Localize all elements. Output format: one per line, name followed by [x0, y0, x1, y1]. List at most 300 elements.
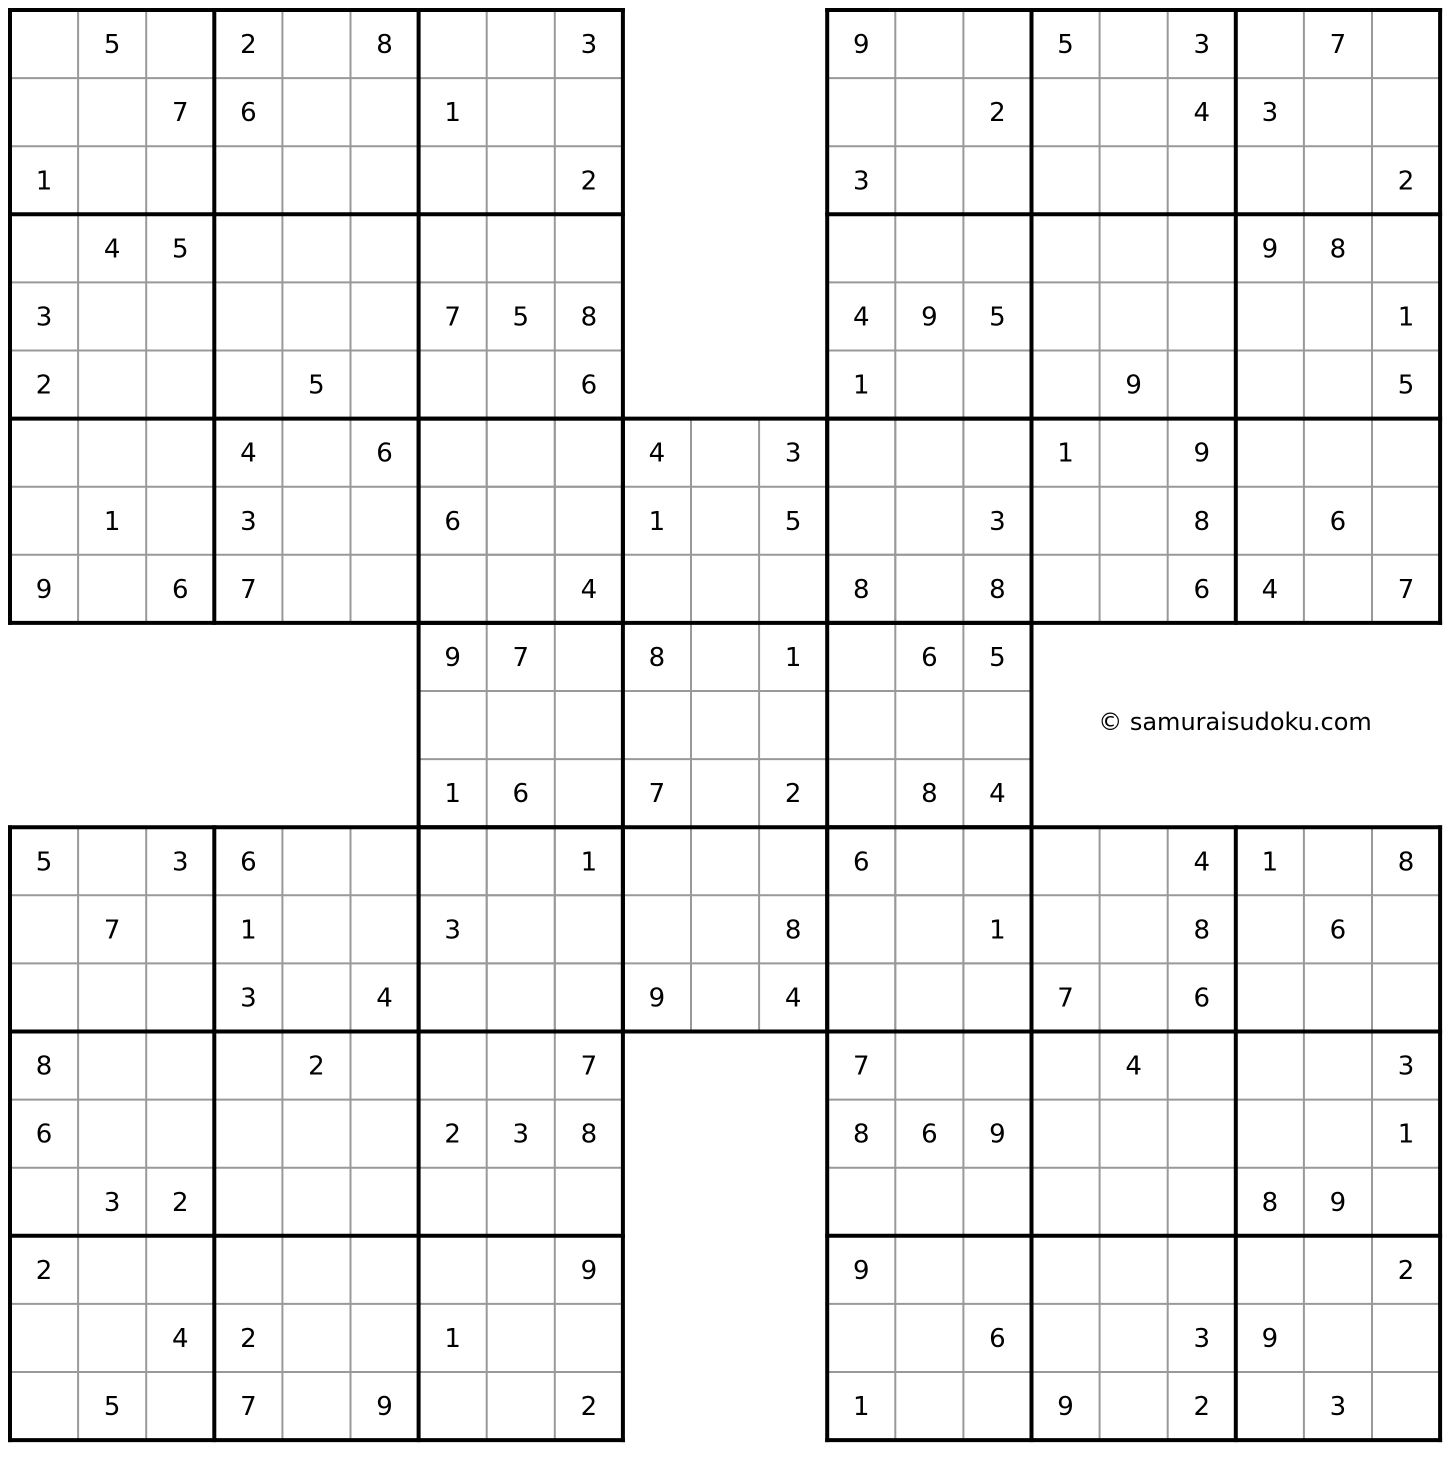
sudoku-cell[interactable] [827, 1168, 895, 1236]
sudoku-cell[interactable] [351, 1100, 419, 1168]
sudoku-cell[interactable] [1372, 1372, 1440, 1440]
sudoku-cell[interactable] [78, 1304, 146, 1372]
sudoku-cell[interactable] [78, 351, 146, 419]
sudoku-cell[interactable] [759, 555, 827, 623]
sudoku-cell[interactable] [691, 759, 759, 827]
sudoku-cell[interactable] [419, 214, 487, 282]
given-digit: 9 [989, 1119, 1006, 1150]
sudoku-cell[interactable] [282, 1168, 350, 1236]
sudoku-cell[interactable] [351, 146, 419, 214]
sudoku-cell[interactable] [351, 555, 419, 623]
sudoku-cell[interactable] [146, 10, 214, 78]
given-digit: 8 [852, 574, 870, 605]
sudoku-cell[interactable] [282, 78, 350, 146]
sudoku-cell[interactable] [351, 214, 419, 282]
sudoku-cell[interactable] [1236, 10, 1304, 78]
sudoku-cell[interactable] [895, 146, 963, 214]
sudoku-cell[interactable] [146, 1372, 214, 1440]
sudoku-cell[interactable] [419, 691, 487, 759]
sudoku-cell[interactable] [1372, 1304, 1440, 1372]
sudoku-cell[interactable] [827, 1304, 895, 1372]
sudoku-cell[interactable] [10, 487, 78, 555]
sudoku-cell[interactable] [827, 419, 895, 487]
sudoku-cell[interactable] [10, 419, 78, 487]
sudoku-cell[interactable] [895, 214, 963, 282]
given-digit: 6 [1329, 915, 1347, 946]
sudoku-cell[interactable] [1032, 351, 1100, 419]
sudoku-cell[interactable] [282, 1372, 350, 1440]
sudoku-cell[interactable] [419, 1168, 487, 1236]
sudoku-cell[interactable] [282, 146, 350, 214]
given-digit: 2 [580, 1392, 598, 1423]
sudoku-cell[interactable] [419, 1372, 487, 1440]
sudoku-cell[interactable] [555, 759, 623, 827]
sudoku-cell[interactable] [827, 214, 895, 282]
sudoku-cell[interactable] [10, 10, 78, 78]
sudoku-cell[interactable] [487, 963, 555, 1031]
given-digit: 9 [1329, 1187, 1347, 1218]
sudoku-cell[interactable] [895, 555, 963, 623]
sudoku-cell[interactable] [282, 963, 350, 1031]
sudoku-cell[interactable] [1032, 1100, 1100, 1168]
sudoku-cell[interactable] [963, 351, 1031, 419]
given-digit: 6 [852, 847, 870, 878]
given-digit: 2 [171, 1187, 189, 1218]
given-digit: 7 [240, 574, 257, 605]
given-digit: 8 [648, 642, 666, 673]
sudoku-cell[interactable] [1304, 1100, 1372, 1168]
sudoku-cell[interactable] [1032, 1032, 1100, 1100]
sudoku-cell[interactable] [419, 963, 487, 1031]
sudoku-cell[interactable] [1100, 1304, 1168, 1372]
given-digit: 8 [852, 1119, 870, 1150]
sudoku-cell[interactable] [1236, 1372, 1304, 1440]
given-digit: 3 [1193, 1323, 1211, 1354]
sudoku-cell[interactable] [146, 963, 214, 1031]
sudoku-cell[interactable] [895, 827, 963, 895]
sudoku-cell[interactable] [895, 1236, 963, 1304]
sudoku-cell[interactable] [282, 827, 350, 895]
sudoku-cell[interactable] [1168, 214, 1236, 282]
sudoku-cell[interactable] [1032, 214, 1100, 282]
sudoku-cell[interactable] [555, 1168, 623, 1236]
sudoku-cell[interactable] [282, 10, 350, 78]
sudoku-cell[interactable] [487, 827, 555, 895]
sudoku-cell[interactable] [895, 963, 963, 1031]
sudoku-cell[interactable] [78, 78, 146, 146]
sudoku-cell[interactable] [895, 351, 963, 419]
sudoku-cell[interactable] [895, 487, 963, 555]
sudoku-cell[interactable] [10, 1372, 78, 1440]
sudoku-cell[interactable] [351, 1032, 419, 1100]
sudoku-cell[interactable] [419, 1236, 487, 1304]
sudoku-cell[interactable] [1372, 10, 1440, 78]
sudoku-cell[interactable] [487, 78, 555, 146]
given-digit: 4 [1193, 98, 1211, 129]
sudoku-cell[interactable] [78, 146, 146, 214]
sudoku-cell[interactable] [78, 1236, 146, 1304]
sudoku-cell[interactable] [351, 487, 419, 555]
sudoku-cell[interactable] [282, 487, 350, 555]
sudoku-cell[interactable] [78, 1032, 146, 1100]
sudoku-cell[interactable] [487, 214, 555, 282]
sudoku-cell[interactable] [1236, 1236, 1304, 1304]
sudoku-cell[interactable] [214, 1236, 282, 1304]
sudoku-cell[interactable] [555, 895, 623, 963]
given-digit: 6 [444, 506, 461, 537]
sudoku-cell[interactable] [351, 78, 419, 146]
sudoku-cell[interactable] [691, 827, 759, 895]
sudoku-cell[interactable] [963, 963, 1031, 1031]
sudoku-cell[interactable] [827, 691, 895, 759]
sudoku-cell[interactable] [1100, 555, 1168, 623]
sudoku-cell[interactable] [1236, 963, 1304, 1031]
sudoku-cell[interactable] [419, 419, 487, 487]
given-digit: 8 [35, 1051, 53, 1082]
sudoku-cell[interactable] [351, 827, 419, 895]
sudoku-cell[interactable] [1032, 555, 1100, 623]
given-digit: 4 [852, 302, 870, 333]
sudoku-cell[interactable] [555, 419, 623, 487]
sudoku-cell[interactable] [1100, 1372, 1168, 1440]
sudoku-cell[interactable] [214, 1032, 282, 1100]
given-digit: 7 [512, 642, 530, 673]
given-digit: 9 [444, 642, 461, 673]
sudoku-cell[interactable] [282, 1236, 350, 1304]
sudoku-cell[interactable] [1100, 895, 1168, 963]
given-digit: 1 [852, 1392, 870, 1423]
sudoku-cell[interactable] [351, 1236, 419, 1304]
sudoku-cell[interactable] [1100, 78, 1168, 146]
sudoku-cell[interactable] [1032, 282, 1100, 350]
sudoku-cell[interactable] [1168, 1100, 1236, 1168]
sudoku-cell[interactable] [487, 555, 555, 623]
sudoku-cell[interactable] [895, 10, 963, 78]
sudoku-cell[interactable] [1032, 1236, 1100, 1304]
sudoku-cell[interactable] [1168, 146, 1236, 214]
sudoku-cell[interactable] [146, 895, 214, 963]
sudoku-cell[interactable] [1168, 282, 1236, 350]
sudoku-cell[interactable] [1304, 282, 1372, 350]
given-digit: 4 [103, 234, 121, 265]
sudoku-cell[interactable] [895, 1372, 963, 1440]
sudoku-cell[interactable] [487, 1304, 555, 1372]
sudoku-cell[interactable] [895, 895, 963, 963]
sudoku-cell[interactable] [1032, 1304, 1100, 1372]
sudoku-cell[interactable] [78, 1100, 146, 1168]
sudoku-cell[interactable] [1032, 1168, 1100, 1236]
given-digit: 3 [1397, 1051, 1415, 1082]
given-digit: 2 [1397, 166, 1415, 197]
sudoku-cell[interactable] [1168, 351, 1236, 419]
sudoku-cell[interactable] [827, 759, 895, 827]
sudoku-cell[interactable] [691, 691, 759, 759]
given-digit: 4 [240, 438, 257, 469]
sudoku-cell[interactable] [895, 1032, 963, 1100]
sudoku-cell[interactable] [895, 1168, 963, 1236]
sudoku-cell[interactable] [1304, 351, 1372, 419]
sudoku-cell[interactable] [146, 419, 214, 487]
sudoku-cell[interactable] [146, 487, 214, 555]
sudoku-cell[interactable] [487, 146, 555, 214]
sudoku-cell[interactable] [1372, 1168, 1440, 1236]
sudoku-cell[interactable] [146, 146, 214, 214]
sudoku-cell[interactable] [1372, 487, 1440, 555]
sudoku-cell[interactable] [1236, 895, 1304, 963]
sudoku-cell[interactable] [963, 1236, 1031, 1304]
sudoku-cell[interactable] [282, 1100, 350, 1168]
sudoku-cell[interactable] [78, 282, 146, 350]
given-digit: 7 [1057, 983, 1074, 1014]
given-digit: 5 [989, 642, 1006, 673]
sudoku-cell[interactable] [827, 963, 895, 1031]
sudoku-cell[interactable] [1032, 827, 1100, 895]
sudoku-cell[interactable] [1372, 419, 1440, 487]
sudoku-cell[interactable] [1032, 895, 1100, 963]
sudoku-cell[interactable] [1304, 419, 1372, 487]
sudoku-cell[interactable] [691, 623, 759, 691]
sudoku-cell[interactable] [487, 1168, 555, 1236]
given-digit: 7 [103, 915, 121, 946]
sudoku-cell[interactable] [282, 419, 350, 487]
sudoku-cell[interactable] [963, 10, 1031, 78]
given-digit: 1 [444, 1323, 461, 1354]
sudoku-cell[interactable] [419, 555, 487, 623]
sudoku-cell[interactable] [282, 895, 350, 963]
sudoku-cell[interactable] [146, 282, 214, 350]
sudoku-cell[interactable] [623, 827, 691, 895]
sudoku-cell[interactable] [1100, 1100, 1168, 1168]
sudoku-cell[interactable] [146, 1100, 214, 1168]
sudoku-cell[interactable] [1236, 1032, 1304, 1100]
sudoku-cell[interactable] [487, 419, 555, 487]
sudoku-cell[interactable] [1168, 1236, 1236, 1304]
sudoku-cell[interactable] [1372, 895, 1440, 963]
sudoku-cell[interactable] [1032, 146, 1100, 214]
given-digit: 1 [35, 166, 53, 197]
sudoku-cell[interactable] [1304, 827, 1372, 895]
sudoku-cell[interactable] [1372, 963, 1440, 1031]
given-digit: 9 [1057, 1392, 1074, 1423]
sudoku-cell[interactable] [282, 555, 350, 623]
sudoku-cell[interactable] [1236, 1100, 1304, 1168]
sudoku-cell[interactable] [1100, 282, 1168, 350]
sudoku-cell[interactable] [487, 487, 555, 555]
sudoku-cell[interactable] [555, 691, 623, 759]
given-digit: 3 [512, 1119, 530, 1150]
sudoku-cell[interactable] [282, 282, 350, 350]
sudoku-cell[interactable] [487, 1032, 555, 1100]
sudoku-cell[interactable] [555, 1304, 623, 1372]
given-digit: 1 [784, 642, 802, 673]
sudoku-cell[interactable] [1304, 555, 1372, 623]
sudoku-cell[interactable] [10, 214, 78, 282]
given-digit: 3 [240, 506, 257, 537]
sudoku-cell[interactable] [963, 691, 1031, 759]
sudoku-cell[interactable] [1236, 487, 1304, 555]
given-digit: 6 [1193, 574, 1211, 605]
sudoku-cell[interactable] [487, 351, 555, 419]
sudoku-cell[interactable] [1100, 214, 1168, 282]
sudoku-cell[interactable] [1372, 78, 1440, 146]
given-digit: 1 [1057, 438, 1074, 469]
sudoku-cell[interactable] [1032, 78, 1100, 146]
sudoku-cell[interactable] [10, 963, 78, 1031]
sudoku-cell[interactable] [1100, 827, 1168, 895]
sudoku-cell[interactable] [419, 827, 487, 895]
sudoku-cell[interactable] [623, 895, 691, 963]
sudoku-cell[interactable] [214, 1100, 282, 1168]
sudoku-cell[interactable] [1236, 282, 1304, 350]
sudoku-cell[interactable] [419, 1032, 487, 1100]
sudoku-cell[interactable] [1100, 1168, 1168, 1236]
sudoku-cell[interactable] [214, 1168, 282, 1236]
sudoku-cell[interactable] [10, 1304, 78, 1372]
given-digit: 2 [1397, 1255, 1415, 1286]
sudoku-cell[interactable] [146, 1032, 214, 1100]
sudoku-cell[interactable] [1372, 214, 1440, 282]
sudoku-cell[interactable] [1168, 1032, 1236, 1100]
sudoku-cell[interactable] [691, 555, 759, 623]
given-digit: 8 [1193, 915, 1211, 946]
sudoku-cell[interactable] [623, 691, 691, 759]
sudoku-cell[interactable] [419, 10, 487, 78]
sudoku-cell[interactable] [1100, 146, 1168, 214]
given-digit: 1 [1397, 1119, 1415, 1150]
sudoku-cell[interactable] [691, 895, 759, 963]
sudoku-cell[interactable] [419, 146, 487, 214]
sudoku-cell[interactable] [623, 555, 691, 623]
sudoku-cell[interactable] [963, 1032, 1031, 1100]
sudoku-cell[interactable] [1168, 1168, 1236, 1236]
sudoku-cell[interactable] [555, 623, 623, 691]
sudoku-cell[interactable] [351, 282, 419, 350]
sudoku-cell[interactable] [146, 351, 214, 419]
given-digit: 1 [989, 915, 1006, 946]
sudoku-cell[interactable] [895, 78, 963, 146]
sudoku-cell[interactable] [1100, 10, 1168, 78]
sudoku-cell[interactable] [1236, 146, 1304, 214]
sudoku-cell[interactable] [78, 555, 146, 623]
given-digit: 9 [376, 1392, 393, 1423]
sudoku-cell[interactable] [487, 1236, 555, 1304]
given-digit: 6 [921, 642, 938, 673]
sudoku-cell[interactable] [487, 10, 555, 78]
sudoku-cell[interactable] [419, 351, 487, 419]
sudoku-cell[interactable] [555, 78, 623, 146]
given-digit: 8 [921, 779, 938, 810]
sudoku-cell[interactable] [78, 827, 146, 895]
sudoku-cell[interactable] [963, 827, 1031, 895]
given-digit: 9 [921, 302, 938, 333]
given-digit: 6 [1193, 983, 1211, 1014]
sudoku-cell[interactable] [1236, 419, 1304, 487]
given-digit: 4 [376, 983, 393, 1014]
sudoku-cell[interactable] [214, 351, 282, 419]
sudoku-cell[interactable] [1304, 1032, 1372, 1100]
sudoku-cell[interactable] [1304, 1304, 1372, 1372]
sudoku-cell[interactable] [78, 419, 146, 487]
sudoku-cell[interactable] [146, 1236, 214, 1304]
sudoku-cell[interactable] [963, 1168, 1031, 1236]
sudoku-cell[interactable] [963, 214, 1031, 282]
given-digit: 6 [580, 370, 598, 401]
given-digit: 9 [852, 1255, 870, 1286]
sudoku-cell[interactable] [827, 895, 895, 963]
sudoku-cell[interactable] [487, 895, 555, 963]
given-digit: 1 [103, 506, 121, 537]
given-digit: 5 [989, 302, 1006, 333]
sudoku-cell[interactable] [1100, 963, 1168, 1031]
sudoku-cell[interactable] [10, 895, 78, 963]
given-digit: 1 [852, 370, 870, 401]
sudoku-cell[interactable] [827, 623, 895, 691]
sudoku-cell[interactable] [691, 963, 759, 1031]
sudoku-cell[interactable] [555, 487, 623, 555]
sudoku-cell[interactable] [282, 214, 350, 282]
sudoku-cell[interactable] [1236, 351, 1304, 419]
sudoku-cell[interactable] [214, 214, 282, 282]
sudoku-cell[interactable] [1304, 963, 1372, 1031]
sudoku-cell[interactable] [555, 214, 623, 282]
sudoku-cell[interactable] [351, 1304, 419, 1372]
given-digit: 6 [921, 1119, 938, 1150]
sudoku-cell[interactable] [487, 691, 555, 759]
sudoku-cell[interactable] [1304, 78, 1372, 146]
sudoku-cell[interactable] [895, 419, 963, 487]
sudoku-cell[interactable] [895, 691, 963, 759]
sudoku-cell[interactable] [214, 282, 282, 350]
sudoku-cell[interactable] [963, 1372, 1031, 1440]
sudoku-cell[interactable] [1304, 146, 1372, 214]
sudoku-cell[interactable] [282, 1304, 350, 1372]
sudoku-cell[interactable] [214, 146, 282, 214]
given-digit: 2 [444, 1119, 461, 1150]
given-digit: 8 [580, 302, 598, 333]
sudoku-cell[interactable] [10, 1168, 78, 1236]
sudoku-cell[interactable] [351, 895, 419, 963]
sudoku-cell[interactable] [1100, 487, 1168, 555]
given-digit: 4 [1261, 574, 1279, 605]
sudoku-cell[interactable] [691, 419, 759, 487]
given-digit: 4 [1193, 847, 1211, 878]
sudoku-cell[interactable] [78, 963, 146, 1031]
sudoku-cell[interactable] [1100, 419, 1168, 487]
sudoku-cell[interactable] [555, 963, 623, 1031]
sudoku-cell[interactable] [963, 146, 1031, 214]
sudoku-cell[interactable] [1304, 1236, 1372, 1304]
sudoku-cell[interactable] [487, 1372, 555, 1440]
sudoku-cell[interactable] [1100, 1236, 1168, 1304]
sudoku-cell[interactable] [10, 78, 78, 146]
given-digit: 7 [444, 302, 461, 333]
sudoku-cell[interactable] [691, 487, 759, 555]
sudoku-cell[interactable] [895, 1304, 963, 1372]
sudoku-cell[interactable] [351, 1168, 419, 1236]
sudoku-cell[interactable] [759, 691, 827, 759]
given-digit: 2 [240, 1323, 257, 1354]
given-digit: 3 [580, 30, 598, 61]
sudoku-cell[interactable] [1032, 487, 1100, 555]
given-digit: 5 [308, 370, 325, 401]
sudoku-cell[interactable] [759, 827, 827, 895]
sudoku-cell[interactable] [827, 487, 895, 555]
given-digit: 1 [444, 779, 461, 810]
sudoku-cell[interactable] [827, 78, 895, 146]
sudoku-cell[interactable] [351, 351, 419, 419]
sudoku-cell[interactable] [963, 419, 1031, 487]
given-digit: 9 [648, 983, 666, 1014]
